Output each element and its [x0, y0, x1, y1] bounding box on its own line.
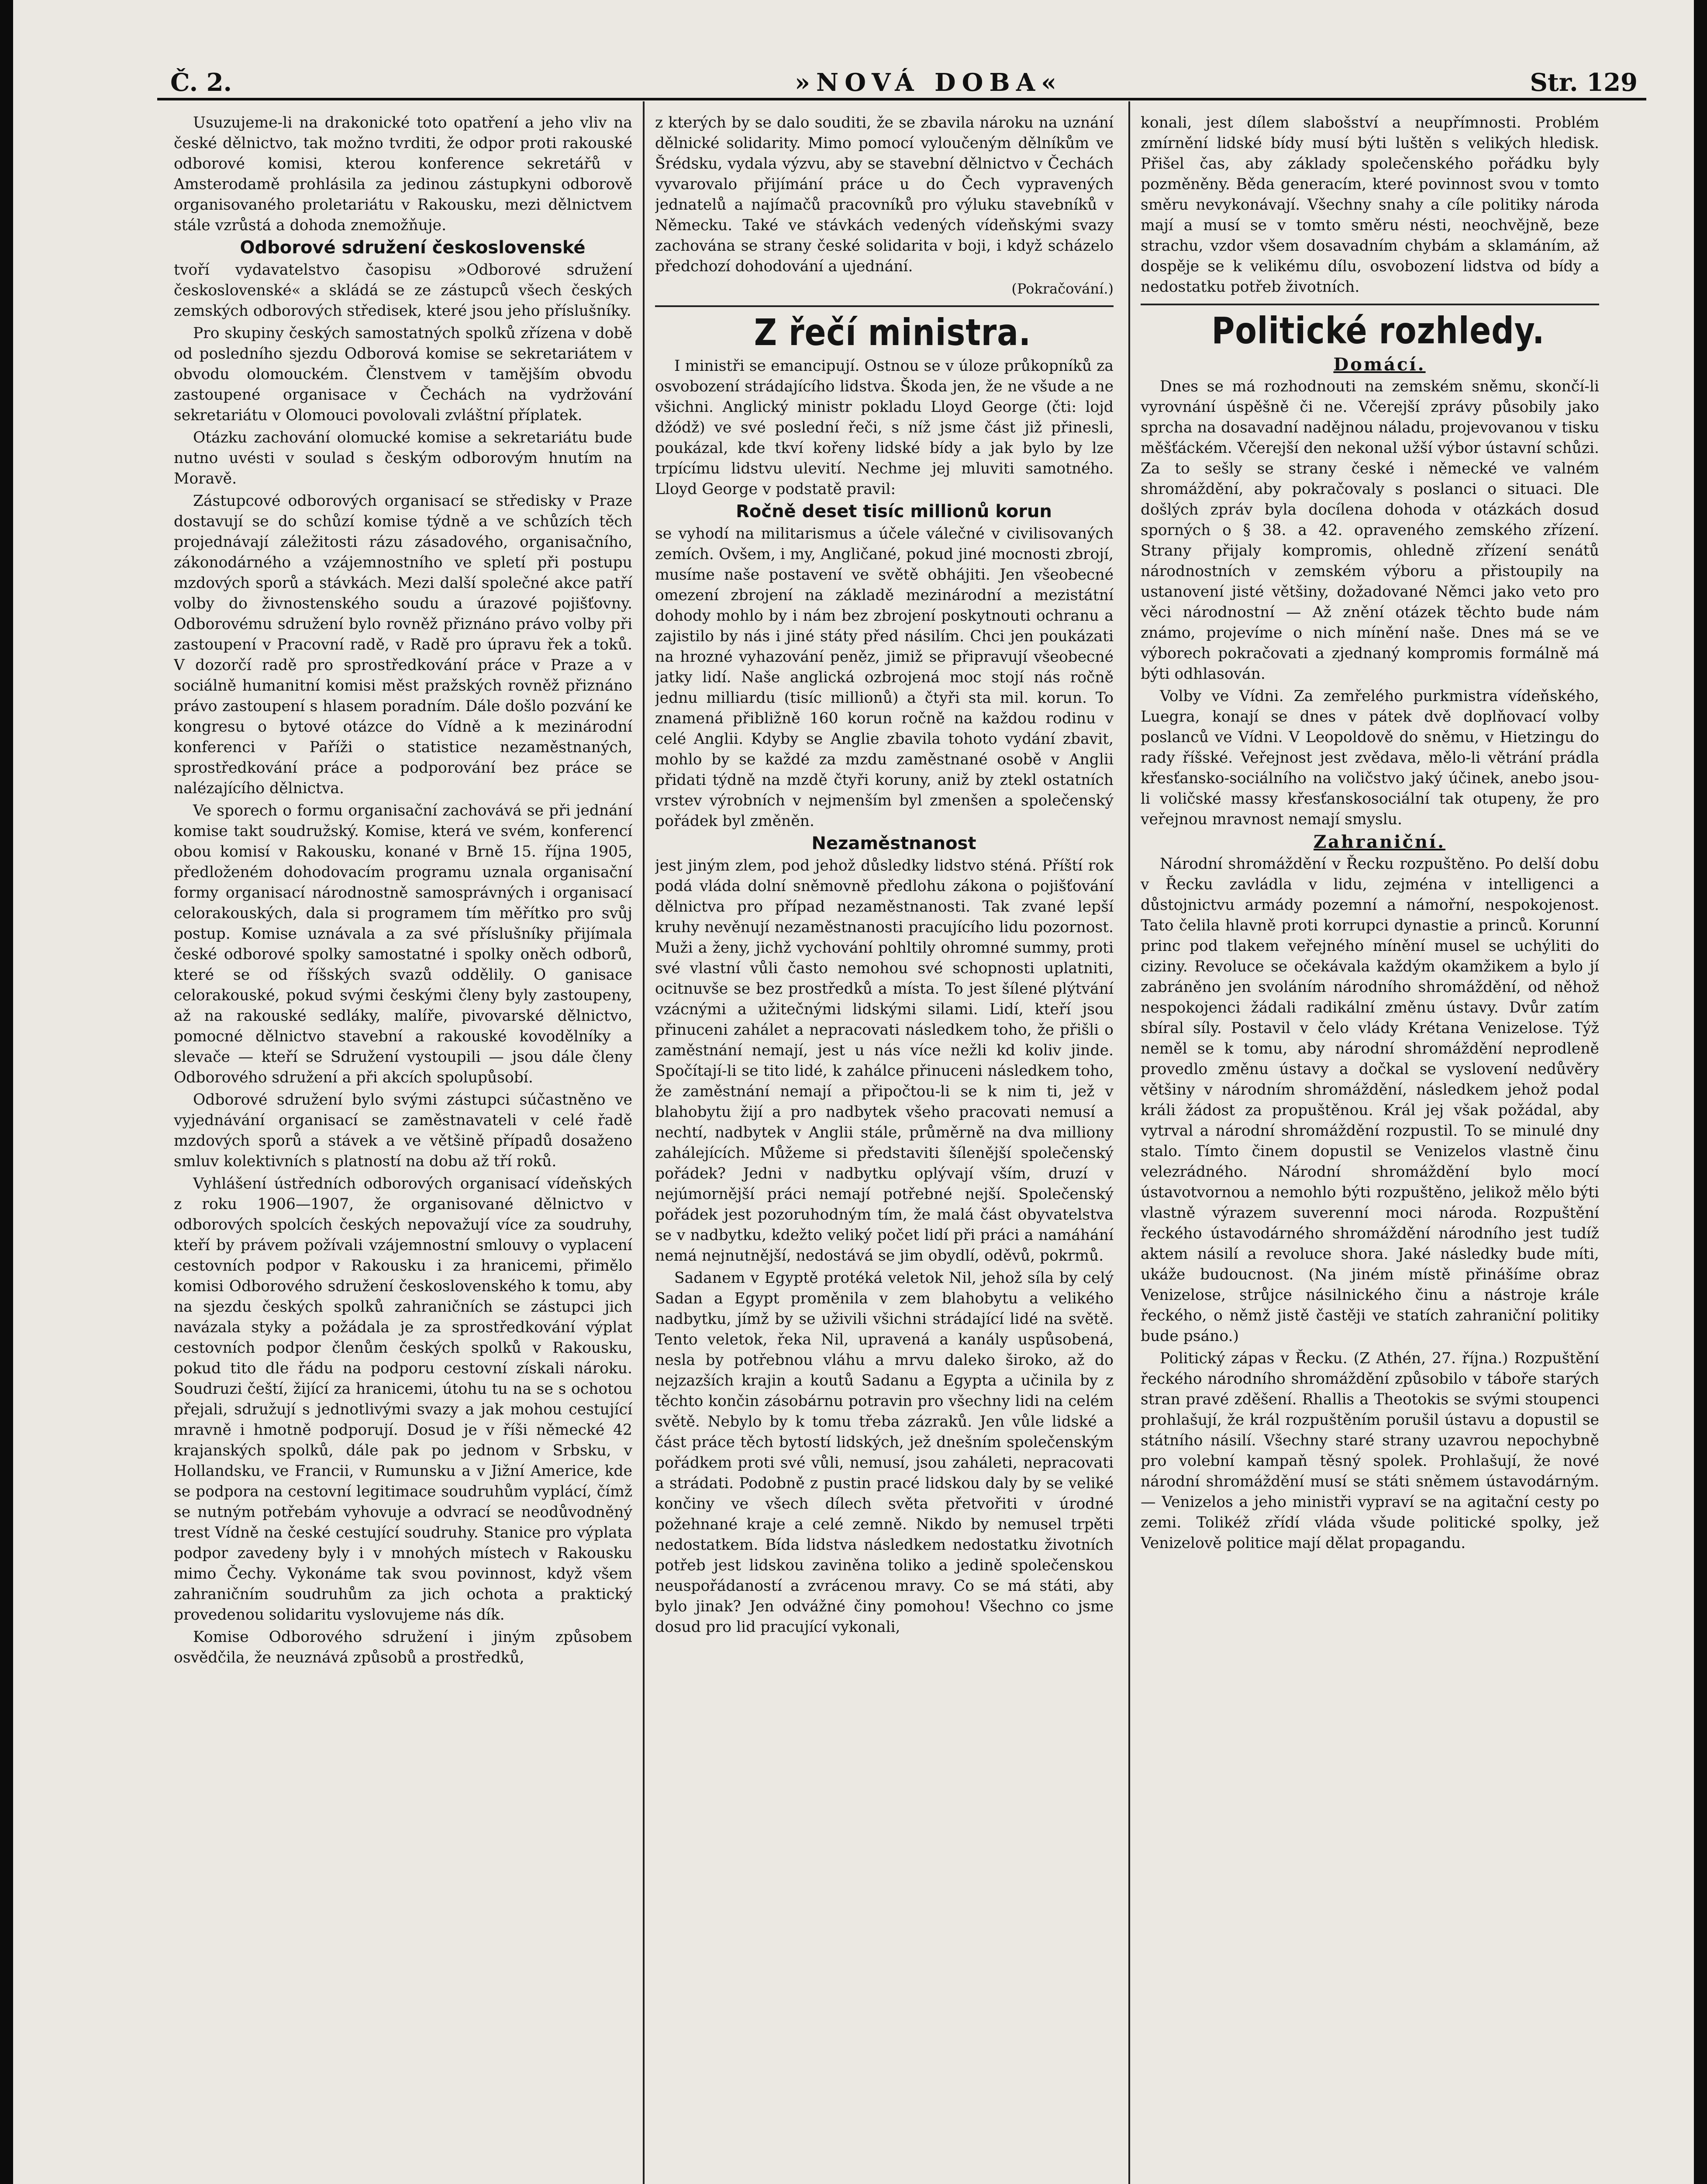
article-paragraph: Otázku zachování olomucké komise a sekretariátu bude nutno uvésti v soulad s českým odborovým hnutím na Moravě.: [174, 429, 632, 487]
article-paragraph: Pro skupiny českých samostatných spolků zřízena v době od posledního sjezdu Odborová komise se sekretariátem v obvodu olomouckém. Členstvem v tamějším obvodu zastoupené organisace v Čechách na vydržování sekretariátu v Olomouci povolovali zvláštní příplatek.: [174, 325, 632, 424]
masthead-title: »NOVÁ DOBA«: [795, 68, 1063, 97]
article-paragraph: Vyhlášení ústředních odborových organisací vídeňských z roku 1906—1907, že organisované dělnictvo v odborových spolcích českých nepovažují více za soudruhy, kteří by právem požívali vzájemnostní smlouvy o vyplacení cestovních podpor v Rakousku i za hranicemi, přimělo komisi Odborového sdružení československého k tomu, aby na sjezdu českých spolků zahraničních se zástupci jich navázala styky a požádala je za sprostředkování výplat cestovních podpor členům českých spolků v Rakousku, pokud tito dle řádu na podporu cestovní získali nároku. Soudruzi čeští, žijící za hranicemi, útohu tu na se s ochotou přejali, sdružují s jednotlivými svazy a jak mohou cestující mravně i hmotně podporují. Dosud je v říši německé 42 krajanských spolků, dále pak po jednom v Srbsku, v Hollandsku, ve Francii, v Rumunsku a v Jižní Americe, kde se podpora na cestovní legitimace soudruhům vyplácí, čímž se nutným potřebám vyhovuje a odvrací se neodůvodněný trest Vídně na české cestující soudruhy. Stanice pro výplata podpor zavedeny byly i v mnohých místech v Rakousku mimo Čechy. Vykonáme tak svou povinnost, když všem zahraničním soudruhům za jich ochota a praktický provedenou solidaritu vyslovujeme nás dík.: [174, 1175, 632, 1624]
subheading: Nezaměstnanost: [811, 833, 976, 854]
article-paragraph: Dnes se má rozhodnouti na zemském sněmu, skončí-li vyrovnání úspěšně či ne. Včerejší zprávy působily jako sprcha na dosavadní nadějnou náladu, projevovanou v tisku měšťáckém. Včerejší den nekonal užší výbor ústavní schůzi. Za to sešly se strany české i německé ve valném shromáždění, aby pokračovaly s poslanci o situaci. Dle došlých zpráv byla docílena dohoda v otázkách dosud sporných o § 38. a 42. opraveného zemského zřízení. Strany přijaly kompromis, ohledně zřízení senátů národnostních v zemském výboru a přistoupily na ustanovení jisté většiny, dožadované Němci jako veto pro věci národnostní — Až znění otázek těchto bude nám známo, projevíme o nich mínění naše. Dnes má se ve výborech pokračovati a zjednaný kompromis formálně má býti odhlasován.: [1141, 378, 1599, 683]
article-paragraph: konali, jest dílem slabošství a neupřímnosti. Problém zmírnění lidské bídy musí býti luštěn s velikých hledisk. Přišel čas, aby základy společenského pořádku byly pozměněny. Běda generacím, které povinnost svou v tomto směru nevykonávají. Všechny snahy a cíle politiky národa mají a musí se v tomto směru nésti, neochvějně, beze strachu, vzdor všem dosavadním chybám a sklamáním, až dospěje se k velikému dílu, osvobození lidstva od bídy a nedostatku potřeb životních.: [1141, 114, 1599, 296]
issue-number: Č. 2.: [170, 68, 232, 97]
article-paragraph: se vyhodí na militarismus a účele válečné v civilisovaných zemích. Ovšem, i my, Angličané, pokud jiné mocnosti zbrojí, musíme naše postavení ve světě obhájiti. Jen všeobecné omezení zbrojení na základě mezinárodní a mezistátní dohody mohlo by i nám bez zbrojení poskytnouti ochranu a zajistilo by nás i jiné státy před násilím. Chci jen poukázati na hrozné vyhazování peněz, jimiž se připravují všeobecné jatky lidí. Naše anglická ozbrojená moc stojí nás ročně jednu milliardu (tisíc millionů) a čtyři sta mil. korun. To znamená přibližně 160 korun ročně na každou rodinu v celé Anglii. Kdyby se Anglie zbavila tohoto vydání zbavit, mohlo by se každé za mzdu zaměstnané osobě v Anglii přidati týdně na mzdě čtyři koruny, aniž by ztekl ostatních vrstev výrobních v nejmenším byl zmenšen a společenský pořádek byl změněn.: [655, 525, 1114, 830]
column-3: [1141, 113, 1599, 2184]
article-paragraph: Komise Odborového sdružení i jiným způsobem osvědčila, že neuznává způsobů a prostředků,: [174, 1628, 632, 1666]
article-paragraph: I ministři se emancipují. Ostnou se v úloze průkopníků za osvobození strádajícího lidstva. Škoda jen, že ne všude a ne všichni. Anglický ministr pokladu Lloyd George (čti: lojd džódž) ve své poslední řeči, s níž jsme část již přinesli, poukázal, kde tkví kořeny lidské bídy a jak bylo by lze trpícímu lidstvu ulevití. Nechme jej mluviti samotného. Lloyd George v podstatě pravil:: [655, 357, 1114, 498]
article-paragraph: tvoří vydavatelstvo časopisu »Odborové sdružení československé« a skládá se ze zástupců všech českých zemských odborových středisek, které jsou jeho příslušníky.: [174, 261, 632, 320]
article-paragraph: Zástupcové odborových organisací se středisky v Praze dostavují se do schůzí komise týdně a ve schůzích těch projednávají záležitosti rázu zásadového, organisačního, zákonodárného a vzájemnostního ve spletí při postupu mzdových sporů a stávkách. Mezi další společné akce patří volby do živnostenského soudu a úrazové pojišťovny. Odborovému sdružení bylo rovněž přiznáno právo volby při zastoupení v Pracovní radě, v Radě pro úpravu řek a toků. V dozorčí radě pro sprostředkování práce v Praze a v sociálně humanitní komisi měst pražských rovněž přiznáno právo zastoupení s hlasem poradním. Dále došlo pozvání ke kongresu o bytové otázce do Vídně a k mezinárodní konferenci v Paříži o statistice nezaměstnaných, sprostředkování práce a podporování bez práce se nalézajícího dělnictva.: [174, 492, 632, 797]
column-2: [655, 113, 1114, 2184]
article-paragraph: z kterých by se dalo souditi, že se zbavila nároku na uznání dělnické solidarity. Mimo pomocí vyloučeným dělníkům ve Šrédsku, vydala výzvu, aby se stavební dělnictvo v Čechách vyvarovalo přijímání práce u do Čech vypravených jednatelů a najímačů pracovníků pro výluku stavebníků v Německu. Také ve stávkách vedených vídeňskými svazy zachována se strany české solidarita v boji, i když scházelo předchozí dohodování a ujednání.: [655, 114, 1114, 275]
article-paragraph: Odborové sdružení bylo svými zástupci súčastněno ve vyjednávání organisací se zaměstnavateli v celé řadě mzdových sporů a stávek a ve většině případů dosaženo smluv kolektivních s platností na dobu až tří roků.: [174, 1091, 632, 1170]
column-divider-1: [643, 101, 645, 2184]
newspaper-page: [13, 0, 1694, 2184]
section-heading: Odborové sdružení československé: [240, 238, 586, 258]
header-rule: [157, 98, 1646, 100]
article-title: Z řečí ministra.: [754, 311, 1031, 354]
article-paragraph: Volby ve Vídni. Za zemřelého purkmistra vídeňského, Luegra, konají se dnes v pátek dvě doplňovací volby poslanců ve Vídni. V Leopoldově do sněmu, v Hietzingu do rady říšské. Veřejnost jest zvědava, mělo-li větrání prádla křesťansko-sociálního na voličstvo jaký účinek, anebo jsou-li voličské massy křesťanskosociální tak otupeny, že pro veřejnou mravnost nemají smyslu.: [1141, 688, 1599, 828]
continued-note: (Pokračování.): [1011, 280, 1114, 297]
article-separator: [1141, 304, 1599, 305]
article-paragraph: jest jiným zlem, pod jehož důsledky lidstvo sténá. Příští rok podá vláda dolní sněmovně předlohu zákona o pojišťování dělnictva pro případ nezaměstnanosti. Tak zvané lepší kruhy nevěnují nezaměstnanosti pracujícího lidu pozornost. Muži a ženy, jichž vychování pohltily ohromné summy, proti své vlastní vůli často nemohou své schopnosti uplatniti, ocitnuvše se bez prostředků a místa. To jest šílené plýtvání vzácnými a užitečnými lidskými silami. Lidí, kteří jsou přinuceni zahálet a nepracovati následkem toho, že přišli o zaměstnání nemají, jest u nás více nežli kd koliv jinde. Spočítají-li se tito lidé, k zahálce přinuceni následkem toho, že zaměstnání nemají a připočtou-li se k nim ti, jež v blahobytu žijí a pro nadbytek všeho pracovati nemusí a nechtí, nadbytek v Anglii stále, průměrně na dva milliony zahálejících. Můžeme si představiti šílenější společenský pořádek? Jedni v nadbytku oplývají vším, druzí v nejúmornější práci nemají potřebné nejší. Společenský pořádek jest pozoruhodným tím, že malá část obyvatelstva se v nadbytku, kdežto veliký počet lidí při práci a namáhání nemá nejnutnější, nedostává se jim obydlí, oděvů, pokrmů.: [655, 857, 1114, 1265]
column-1: [174, 113, 632, 2184]
column-divider-2: [1128, 101, 1130, 2184]
subheading: Ročně deset tisíc millionů korun: [736, 501, 1052, 522]
section-label-domestic: Domácí.: [1333, 354, 1426, 375]
page-header: [162, 66, 1642, 96]
article-title: Politické rozhledy.: [1211, 309, 1545, 352]
article-paragraph: Politický zápas v Řecku. (Z Athén, 27. října.) Rozpuštění řeckého národního shromáždění způsobilo v táboře starých stran pravé zděšení. Rhallis a Theotokis se svými stoupenci prohlašují, že král rozpuštěním porušil ústavu a dopustil se státního násilí. Všechny staré strany uzavrou nepochybně pro volební kampaň těsný spolek. Prohlašují, že nové národní shromáždění musí se státi sněmem ústavodárným. — Venizelos a jeho ministři vypraví se na agitační cesty po zemi. Tolikéž zřídí vláda všude politické spolky, jež Venizelově politice mají dělat propagandu.: [1141, 1350, 1599, 1552]
article-paragraph: Sadanem v Egyptě protéká veletok Nil, jehož síla by celý Sadan a Egypt proměnila v zem blahobytu a velikého nadbytku, jímž by se uživili všichni strádající lidé na světě. Tento veletok, řeka Nil, upravená a kanály uspůsobená, nesla by potřebnou vláhu a mrvu daleko široko, až do nejzazších krajin a koutů Sadanu a Egypta a učinila by z těchto končin zásobárnu potravin pro všechny lidi na celém světě. Nebylo by k tomu třeba zázraků. Jen vůle lidské a část práce těch bytostí lidských, jež dnešním společenským pořádkem proti své vůli, nemusí, jsou zaháleti, nepracovati a strádati. Podobně z pustin pracé lidskou daly by se veliké končiny ve všech dílech světa přetvořiti v úrodné požehnané kraje a celé zemně. Nikdo by nemusel trpěti nedostatkem. Bída lidstva následkem nedostatku životních potřeb jest lidskou zaviněna toliko a jedině společenskou neuspořádaností a zvrácenou mravy. Co se má státi, aby bylo jinak? Jen odvážné činy pomohou! Všechno co jsme dosud pro lid pracující vykonali,: [655, 1269, 1114, 1636]
article-separator: [655, 305, 1114, 307]
page-number: Str. 129: [1530, 68, 1638, 97]
article-paragraph: Usuzujeme-li na drakonické toto opatření a jeho vliv na české dělnictvo, tak možno tvrditi, že odpor proti rakouské odborové komisi, kterou konference sekretářů v Amsterodamě prohlásila za jedinou zástupkyni odborově organisovaného proletariátu v Rakousku, mezi dělnictvem stále vzrůstá a dohoda znemožňuje.: [174, 114, 632, 234]
section-label-foreign: Zahraniční.: [1313, 832, 1446, 852]
article-paragraph: Ve sporech o formu organisační zachovává se při jednání komise takt soudružský. Komise, která ve svém, konferencí obou komisí v Rakousku, konané v Brně 15. října 1905, předloženém dohodovacím programu uznala organisační formy organisací národnostně samosprávných i organisací celorakouských, dala si programem tím měřítko pro svůj postup. Komise uznávala a za své příslušníky přijímala české odborové spolky samostatné i spolky oněch odborů, které se od říšských svazů oddělily. O ganisace celorakouské, pokud svými českými členy byly zastoupeny, až na rakouské sedláky, malíře, pivovarské dělnictvo, pomocné dělnictvo stavební a rakouské kovodělníky a slevače — kteří se Sdružení vystoupili — jsou dále členy Odborového sdružení a při akcích spolupůsobí.: [174, 802, 632, 1086]
article-paragraph: Národní shromáždění v Řecku rozpuštěno. Po delší dobu v Řecku zavládla v lidu, zejména v intelligenci a důstojnictvu armády pozemní a námořní, nespokojenost. Tato čelila hlavně proti korrupci dynastie a princů. Korunní princ pod tlakem veřejného mínění musel se uchýliti do ciziny. Revoluce se očekávala každým okamžikem a bylo jí zabráněno jen svoláním národního shromáždění, od něhož nespokojenci žádali radikální změnu ústavy. Dvůr zatím sbíral síly. Postavil v čelo vlády Krétana Venizelose. Týž neměl se k tomu, aby národní shromáždění neprodleně provedlo změnu ústavy a dočkal se vyslovení nedůvěry většiny v národním shromáždění, následkem jehož podal králi žádost za propuštěnou. Král jej však požádal, aby vytrval a národní shromáždění rozpustil. To se minulé dny stalo. Tímto činem dopustil se Venizelos vlastně činu velezrádného. Národní shromáždění bylo mocí ústavotvornou a nemohlo býti rozpuštěno, jelikož mělo býti vlastně výrazem suverenní moci národa. Rozpuštění řeckého ústavodárného shromáždění národního jest tudíž aktem násilí a revoluce shora. Jaké následky bude míti, ukáže budoucnost. (Na jiném místě přinášíme obraz Venizelose, strůjce násilnického činu a nástroje krále řeckého, o němž jistě častěji ve statích zahraniční politiky bude psáno.): [1141, 855, 1599, 1345]
